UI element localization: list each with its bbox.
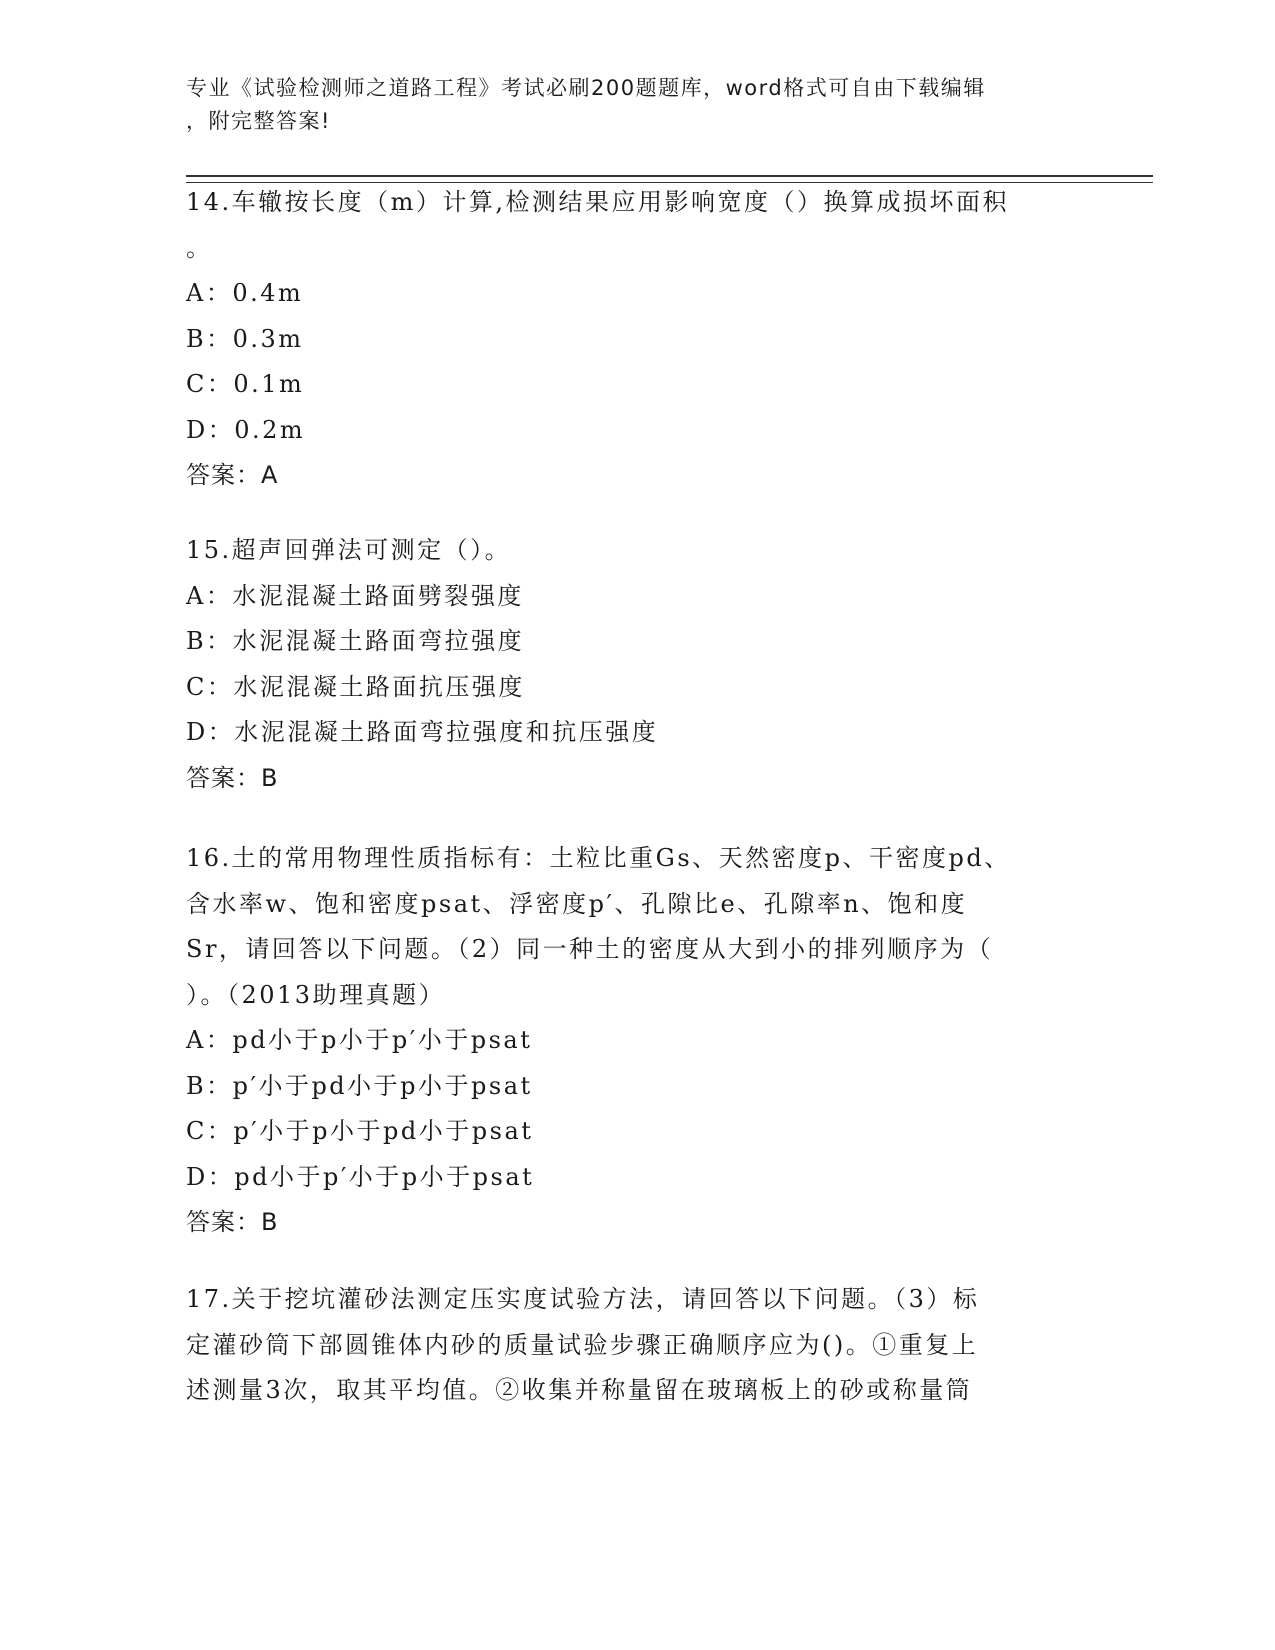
document-header <box>186 72 1086 138</box>
option-b: B：水泥混凝土路面弯拉强度 <box>186 627 525 655</box>
question-14 <box>186 180 1086 499</box>
option-d: D：pd小于p′小于p小于psat <box>186 1162 535 1191</box>
option-a: A：水泥混凝土路面劈裂强度 <box>186 581 524 610</box>
option-d: D：0.2m <box>186 415 306 444</box>
header-line-1: 专业《试验检测师之道路工程》考试必刷200题题库，word格式可自由下载编辑 <box>186 76 986 100</box>
question-stem-line: 含水率w、饱和密度psat、浮密度p′、孔隙比e、孔隙率n、饱和度 <box>186 889 968 918</box>
question-17 <box>186 1277 1086 1414</box>
answer-line: 答案：A <box>186 461 279 489</box>
answer-line: 答案：B <box>186 1208 279 1236</box>
header-line-2: ，附完整答案! <box>186 109 331 133</box>
option-c: C：p′小于p小于pd小于psat <box>186 1117 534 1145</box>
question-stem-line: 16.土的常用物理性质指标有：土粒比重Gs、天然密度p、干密度pd、 <box>186 844 1011 872</box>
question-stem-line: 14.车辙按长度（m）计算,检测结果应用影响宽度（）换算成损坏面积 <box>186 188 1010 216</box>
answer-line: 答案：B <box>186 763 279 792</box>
option-a: A：0.4m <box>186 279 304 307</box>
question-stem-line: 15.超声回弹法可测定（）。 <box>186 536 512 564</box>
option-a: A：pd小于p小于p′小于psat <box>186 1026 533 1054</box>
header-divider-thick <box>186 175 1153 177</box>
question-stem-line: ）。（2013助理真题） <box>186 980 446 1009</box>
question-stem-line: 17.关于挖坑灌砂法测定压实度试验方法，请回答以下问题。（3）标 <box>186 1285 980 1313</box>
question-stem-line: 述测量3次，取其平均值。②收集并称量留在玻璃板上的砂或称量筒 <box>186 1376 973 1404</box>
option-c: C：0.1m <box>186 370 305 398</box>
option-d: D：水泥混凝土路面弯拉强度和抗压强度 <box>186 718 659 746</box>
question-stem-line: 。 <box>186 233 213 262</box>
question-16 <box>186 836 1086 1246</box>
question-15 <box>186 528 1086 801</box>
question-stem-line: Sr，请回答以下问题。（2）同一种土的密度从大到小的排列顺序为（ <box>186 935 994 963</box>
option-c: C：水泥混凝土路面抗压强度 <box>186 672 525 701</box>
option-b: B：p′小于pd小于p小于psat <box>186 1071 533 1100</box>
question-stem-line: 定灌砂筒下部圆锥体内砂的质量试验步骤正确顺序应为()。①重复上 <box>186 1330 979 1359</box>
option-b: B：0.3m <box>186 324 304 353</box>
